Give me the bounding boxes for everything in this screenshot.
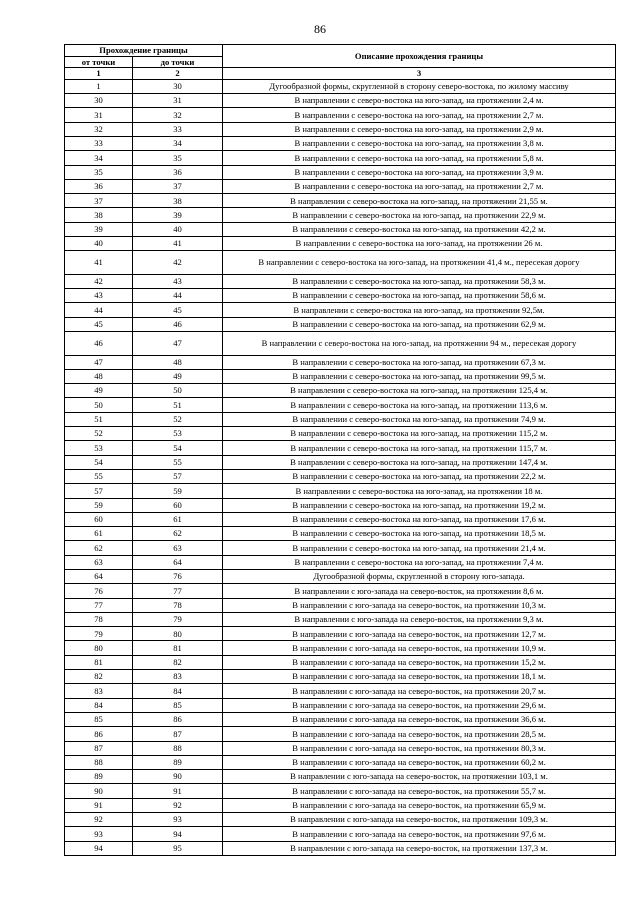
description-cell: В направлении с северо-востока на юго-запад, на протяжении 2,7 м. xyxy=(223,108,616,122)
point-from-cell: 44 xyxy=(65,303,133,317)
table-row xyxy=(65,79,616,93)
point-from-cell: 78 xyxy=(65,612,133,626)
table-row xyxy=(65,670,616,684)
description-cell: В направлении с юго-запада на северо-восток, на протяжении 103,1 м. xyxy=(223,770,616,784)
header-description: Описание прохождения границы xyxy=(223,45,616,68)
table-row xyxy=(65,541,616,555)
description-cell: В направлении с юго-запада на северо-восток, на протяжении 109,3 м. xyxy=(223,813,616,827)
point-from-cell: 50 xyxy=(65,398,133,412)
point-to-cell: 43 xyxy=(133,274,223,288)
point-from-cell: 33 xyxy=(65,136,133,150)
point-from-cell: 39 xyxy=(65,222,133,236)
description-cell: В направлении с северо-востока на юго-запад, на протяжении 2,9 м. xyxy=(223,122,616,136)
table-row xyxy=(65,712,616,726)
point-to-cell: 64 xyxy=(133,555,223,569)
point-to-cell: 63 xyxy=(133,541,223,555)
table-row xyxy=(65,598,616,612)
point-from-cell: 48 xyxy=(65,369,133,383)
table-row xyxy=(65,194,616,208)
description-cell: В направлении с юго-запада на северо-восток, на протяжении 10,9 м. xyxy=(223,641,616,655)
description-cell: В направлении с северо-востока на юго-запад, на протяжении 113,6 м. xyxy=(223,398,616,412)
description-cell: В направлении с северо-востока на юго-запад, на протяжении 2,4 м. xyxy=(223,94,616,108)
table-row xyxy=(65,441,616,455)
point-from-cell: 30 xyxy=(65,94,133,108)
point-from-cell: 42 xyxy=(65,274,133,288)
point-to-cell: 84 xyxy=(133,684,223,698)
description-cell: В направлении с юго-запада на северо-восток, на протяжении 20,7 м. xyxy=(223,684,616,698)
point-to-cell: 85 xyxy=(133,698,223,712)
description-cell: В направлении с юго-запада на северо-восток, на протяжении 29,6 м. xyxy=(223,698,616,712)
description-cell: В направлении с юго-запада на северо-восток, на протяжении 60,2 м. xyxy=(223,755,616,769)
table-row xyxy=(65,555,616,569)
point-to-cell: 33 xyxy=(133,122,223,136)
description-cell: В направлении с северо-востока на юго-запад, на протяжении 22,9 м. xyxy=(223,208,616,222)
point-from-cell: 41 xyxy=(65,251,133,275)
table-row xyxy=(65,655,616,669)
description-cell: В направлении с юго-запада на северо-восток, на протяжении 80,3 м. xyxy=(223,741,616,755)
point-from-cell: 43 xyxy=(65,289,133,303)
description-cell: В направлении с северо-востока на юго-запад, на протяжении 115,2 м. xyxy=(223,427,616,441)
header-to: до точки xyxy=(133,56,223,68)
description-cell: В направлении с северо-востока на юго-запад, на протяжении 18,5 м. xyxy=(223,527,616,541)
description-cell: В направлении с северо-востока на юго-запад, на протяжении 19,2 м. xyxy=(223,498,616,512)
description-cell: В направлении с юго-запада на северо-восток, на протяжении 36,6 м. xyxy=(223,712,616,726)
description-cell: В направлении с юго-запада на северо-восток, на протяжении 18,1 м. xyxy=(223,670,616,684)
point-to-cell: 36 xyxy=(133,165,223,179)
point-to-cell: 81 xyxy=(133,641,223,655)
description-cell: В направлении с северо-востока на юго-запад, на протяжении 41,4 м., пересекая дорогу xyxy=(223,251,616,275)
point-to-cell: 87 xyxy=(133,727,223,741)
table-row xyxy=(65,384,616,398)
table-row xyxy=(65,569,616,583)
point-to-cell: 91 xyxy=(133,784,223,798)
point-from-cell: 36 xyxy=(65,179,133,193)
table-row xyxy=(65,303,616,317)
table-row xyxy=(65,108,616,122)
table-row xyxy=(65,332,616,356)
point-from-cell: 81 xyxy=(65,655,133,669)
point-from-cell: 35 xyxy=(65,165,133,179)
point-from-cell: 38 xyxy=(65,208,133,222)
table-row xyxy=(65,684,616,698)
point-from-cell: 46 xyxy=(65,332,133,356)
point-to-cell: 38 xyxy=(133,194,223,208)
table-row xyxy=(65,398,616,412)
point-from-cell: 1 xyxy=(65,79,133,93)
point-from-cell: 90 xyxy=(65,784,133,798)
point-to-cell: 88 xyxy=(133,741,223,755)
point-to-cell: 50 xyxy=(133,384,223,398)
description-cell: В направлении с северо-востока на юго-запад, на протяжении 22,2 м. xyxy=(223,469,616,483)
point-to-cell: 53 xyxy=(133,427,223,441)
description-cell: В направлении с северо-востока на юго-запад, на протяжении 94 м., пересекая дорогу xyxy=(223,332,616,356)
point-from-cell: 54 xyxy=(65,455,133,469)
description-cell: В направлении с юго-запада на северо-восток, на протяжении 12,7 м. xyxy=(223,627,616,641)
point-to-cell: 45 xyxy=(133,303,223,317)
point-from-cell: 31 xyxy=(65,108,133,122)
description-cell: В направлении с северо-востока на юго-запад, на протяжении 62,9 м. xyxy=(223,317,616,331)
point-from-cell: 47 xyxy=(65,355,133,369)
point-from-cell: 91 xyxy=(65,798,133,812)
point-to-cell: 76 xyxy=(133,569,223,583)
boundary-table xyxy=(64,44,616,856)
table-row xyxy=(65,627,616,641)
point-to-cell: 32 xyxy=(133,108,223,122)
point-from-cell: 53 xyxy=(65,441,133,455)
point-from-cell: 86 xyxy=(65,727,133,741)
description-cell: В направлении с северо-востока на юго-запад, на протяжении 125,4 м. xyxy=(223,384,616,398)
point-from-cell: 40 xyxy=(65,237,133,251)
description-cell: В направлении с северо-востока на юго-запад, на протяжении 21,4 м. xyxy=(223,541,616,555)
point-from-cell: 89 xyxy=(65,770,133,784)
description-cell: В направлении с юго-запада на северо-восток, на протяжении 10,3 м. xyxy=(223,598,616,612)
table-row xyxy=(65,94,616,108)
point-to-cell: 95 xyxy=(133,841,223,855)
point-to-cell: 60 xyxy=(133,498,223,512)
description-cell: Дугообразной формы, скругленной в сторону юго-запада. xyxy=(223,569,616,583)
point-from-cell: 57 xyxy=(65,484,133,498)
point-to-cell: 83 xyxy=(133,670,223,684)
point-from-cell: 60 xyxy=(65,512,133,526)
description-cell: В направлении с северо-востока на юго-запад, на протяжении 3,9 м. xyxy=(223,165,616,179)
point-to-cell: 34 xyxy=(133,136,223,150)
point-to-cell: 42 xyxy=(133,251,223,275)
point-from-cell: 34 xyxy=(65,151,133,165)
point-to-cell: 57 xyxy=(133,469,223,483)
table-row xyxy=(65,289,616,303)
description-cell: В направлении с северо-востока на юго-запад, на протяжении 92,5м. xyxy=(223,303,616,317)
point-to-cell: 78 xyxy=(133,598,223,612)
point-from-cell: 61 xyxy=(65,527,133,541)
point-from-cell: 55 xyxy=(65,469,133,483)
table-row xyxy=(65,469,616,483)
table-row xyxy=(65,584,616,598)
point-from-cell: 52 xyxy=(65,427,133,441)
description-cell: В направлении с юго-запада на северо-восток, на протяжении 65,9 м. xyxy=(223,798,616,812)
description-cell: Дугообразной формы, скругленной в сторону северо-востока, по жилому массиву xyxy=(223,79,616,93)
table-row xyxy=(65,698,616,712)
point-from-cell: 62 xyxy=(65,541,133,555)
table-row xyxy=(65,841,616,855)
table-row xyxy=(65,369,616,383)
table-row xyxy=(65,208,616,222)
point-to-cell: 39 xyxy=(133,208,223,222)
description-cell: В направлении с северо-востока на юго-запад, на протяжении 58,3 м. xyxy=(223,274,616,288)
description-cell: В направлении с северо-востока на юго-запад, на протяжении 99,5 м. xyxy=(223,369,616,383)
point-to-cell: 54 xyxy=(133,441,223,455)
point-from-cell: 63 xyxy=(65,555,133,569)
point-to-cell: 79 xyxy=(133,612,223,626)
point-to-cell: 89 xyxy=(133,755,223,769)
description-cell: В направлении с северо-востока на юго-запад, на протяжении 42,2 м. xyxy=(223,222,616,236)
point-to-cell: 90 xyxy=(133,770,223,784)
table-row xyxy=(65,251,616,275)
point-from-cell: 83 xyxy=(65,684,133,698)
description-cell: В направлении с северо-востока на юго-запад, на протяжении 21,55 м. xyxy=(223,194,616,208)
point-to-cell: 44 xyxy=(133,289,223,303)
description-cell: В направлении с юго-запада на северо-восток, на протяжении 28,5 м. xyxy=(223,727,616,741)
table-row xyxy=(65,165,616,179)
description-cell: В направлении с северо-востока на юго-запад, на протяжении 5,8 м. xyxy=(223,151,616,165)
description-cell: В направлении с северо-востока на юго-запад, на протяжении 115,7 м. xyxy=(223,441,616,455)
point-from-cell: 32 xyxy=(65,122,133,136)
table-row xyxy=(65,179,616,193)
table-row xyxy=(65,122,616,136)
point-from-cell: 59 xyxy=(65,498,133,512)
point-from-cell: 82 xyxy=(65,670,133,684)
point-to-cell: 55 xyxy=(133,455,223,469)
table-row xyxy=(65,317,616,331)
description-cell: В направлении с северо-востока на юго-запад, на протяжении 147,4 м. xyxy=(223,455,616,469)
column-number: 2 xyxy=(133,68,223,80)
point-to-cell: 80 xyxy=(133,627,223,641)
description-cell: В направлении с северо-востока на юго-запад, на протяжении 26 м. xyxy=(223,237,616,251)
description-cell: В направлении с юго-запада на северо-восток, на протяжении 15,2 м. xyxy=(223,655,616,669)
table-row xyxy=(65,527,616,541)
table-row xyxy=(65,222,616,236)
point-to-cell: 61 xyxy=(133,512,223,526)
point-from-cell: 87 xyxy=(65,741,133,755)
point-from-cell: 94 xyxy=(65,841,133,855)
point-to-cell: 47 xyxy=(133,332,223,356)
point-to-cell: 46 xyxy=(133,317,223,331)
table-row xyxy=(65,355,616,369)
point-from-cell: 51 xyxy=(65,412,133,426)
point-from-cell: 92 xyxy=(65,813,133,827)
description-cell: В направлении с северо-востока на юго-запад, на протяжении 2,7 м. xyxy=(223,179,616,193)
point-to-cell: 35 xyxy=(133,151,223,165)
point-from-cell: 49 xyxy=(65,384,133,398)
point-from-cell: 84 xyxy=(65,698,133,712)
table-row xyxy=(65,136,616,150)
point-to-cell: 94 xyxy=(133,827,223,841)
point-to-cell: 92 xyxy=(133,798,223,812)
point-to-cell: 59 xyxy=(133,484,223,498)
point-to-cell: 86 xyxy=(133,712,223,726)
point-from-cell: 88 xyxy=(65,755,133,769)
table-row xyxy=(65,151,616,165)
point-to-cell: 40 xyxy=(133,222,223,236)
point-to-cell: 52 xyxy=(133,412,223,426)
point-to-cell: 93 xyxy=(133,813,223,827)
description-cell: В направлении с северо-востока на юго-запад, на протяжении 67,3 м. xyxy=(223,355,616,369)
description-cell: В направлении с северо-востока на юго-запад, на протяжении 18 м. xyxy=(223,484,616,498)
description-cell: В направлении с северо-востока на юго-запад, на протяжении 74,9 м. xyxy=(223,412,616,426)
table-row xyxy=(65,427,616,441)
description-cell: В направлении с северо-востока на юго-запад, на протяжении 7,4 м. xyxy=(223,555,616,569)
table-row xyxy=(65,813,616,827)
point-from-cell: 79 xyxy=(65,627,133,641)
table-row xyxy=(65,727,616,741)
description-cell: В направлении с юго-запада на северо-восток, на протяжении 137,3 м. xyxy=(223,841,616,855)
point-from-cell: 37 xyxy=(65,194,133,208)
point-from-cell: 80 xyxy=(65,641,133,655)
point-from-cell: 77 xyxy=(65,598,133,612)
point-to-cell: 37 xyxy=(133,179,223,193)
description-cell: В направлении с северо-востока на юго-запад, на протяжении 3,8 м. xyxy=(223,136,616,150)
point-from-cell: 76 xyxy=(65,584,133,598)
table-row xyxy=(65,274,616,288)
header-group: Прохождение границы xyxy=(65,45,223,57)
point-to-cell: 49 xyxy=(133,369,223,383)
table-row xyxy=(65,770,616,784)
column-number: 3 xyxy=(223,68,616,80)
table-row xyxy=(65,484,616,498)
point-to-cell: 77 xyxy=(133,584,223,598)
table-row xyxy=(65,455,616,469)
table-row xyxy=(65,741,616,755)
point-to-cell: 30 xyxy=(133,79,223,93)
point-from-cell: 45 xyxy=(65,317,133,331)
point-from-cell: 85 xyxy=(65,712,133,726)
description-cell: В направлении с юго-запада на северо-восток, на протяжении 55,7 м. xyxy=(223,784,616,798)
point-to-cell: 82 xyxy=(133,655,223,669)
table-row xyxy=(65,412,616,426)
point-to-cell: 51 xyxy=(133,398,223,412)
header-from: от точки xyxy=(65,56,133,68)
table-row xyxy=(65,512,616,526)
table-row xyxy=(65,237,616,251)
page-number: 86 xyxy=(314,22,326,36)
description-cell: В направлении с юго-запада на северо-восток, на протяжении 9,3 м. xyxy=(223,612,616,626)
description-cell: В направлении с юго-запада на северо-восток, на протяжении 8,6 м. xyxy=(223,584,616,598)
table-row xyxy=(65,498,616,512)
table-body xyxy=(65,79,616,855)
column-number: 1 xyxy=(65,68,133,80)
point-to-cell: 48 xyxy=(133,355,223,369)
description-cell: В направлении с северо-востока на юго-запад, на протяжении 58,6 м. xyxy=(223,289,616,303)
table-row xyxy=(65,612,616,626)
description-cell: В направлении с юго-запада на северо-восток, на протяжении 97,6 м. xyxy=(223,827,616,841)
point-to-cell: 62 xyxy=(133,527,223,541)
point-from-cell: 64 xyxy=(65,569,133,583)
description-cell: В направлении с северо-востока на юго-запад, на протяжении 17,6 м. xyxy=(223,512,616,526)
table-row xyxy=(65,798,616,812)
table-row xyxy=(65,755,616,769)
table-row xyxy=(65,784,616,798)
table-row xyxy=(65,827,616,841)
point-to-cell: 31 xyxy=(133,94,223,108)
point-to-cell: 41 xyxy=(133,237,223,251)
point-from-cell: 93 xyxy=(65,827,133,841)
table-row xyxy=(65,641,616,655)
